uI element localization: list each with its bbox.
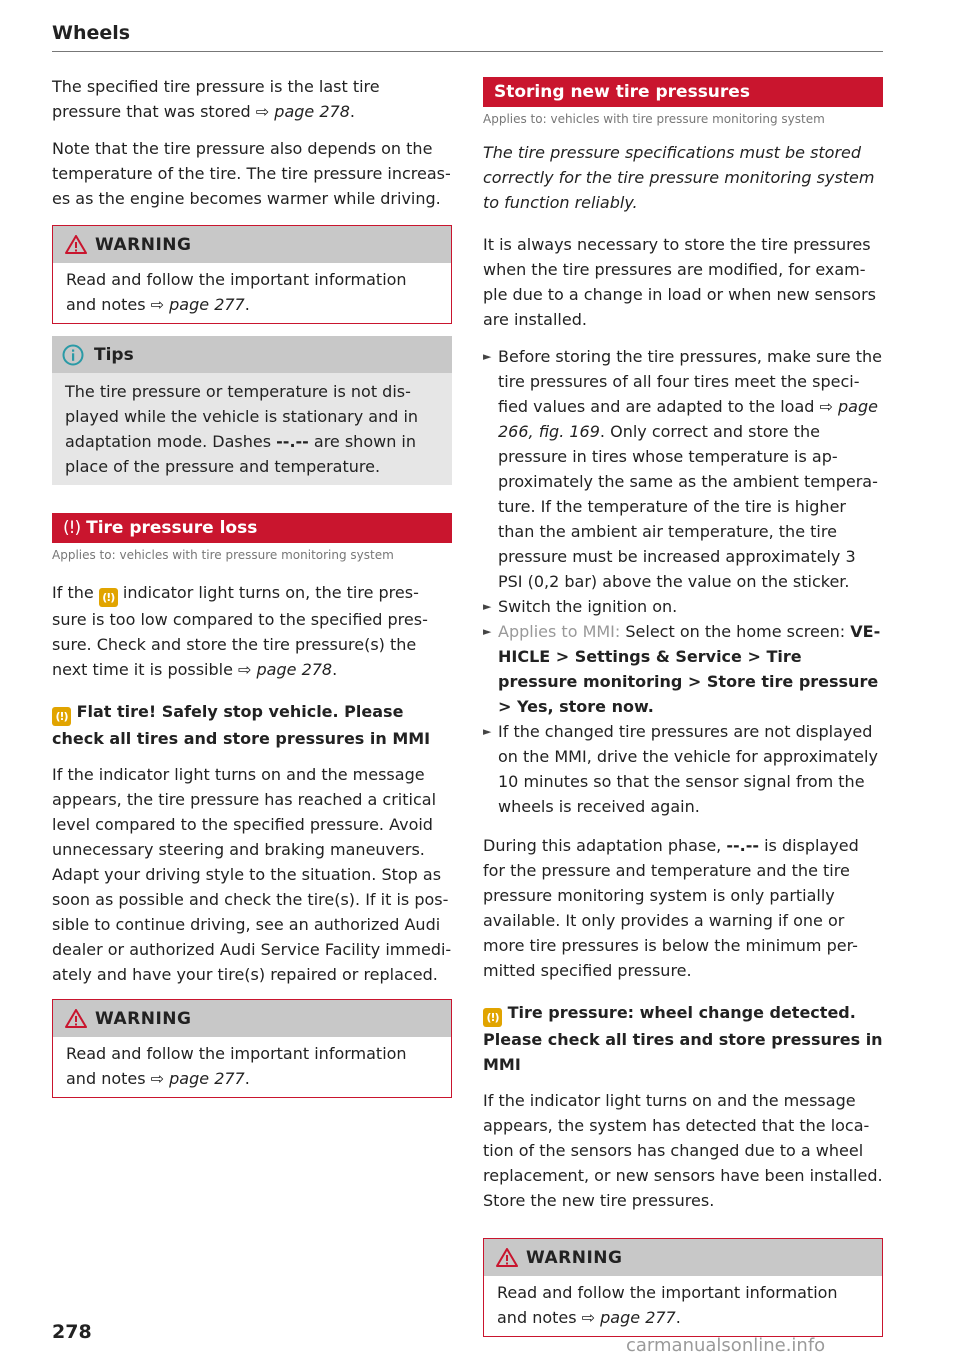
bullet-icon: ► bbox=[483, 725, 492, 738]
paragraph-critical-level: If the indicator light turns on and the message appears, the tire pressure has reached a critical level compared to the specified pressure. Avoid unnecessary steering and braking maneuvers. Adapt your driving style to the situation. Stop as soon as possible and check the tire(s). If it is pos-sible to continue driving, see an authorized Audi dealer or authorized Audi Service Facility immedi-ately and have your tire(s) repaired or replaced. bbox=[52, 765, 452, 984]
text: . bbox=[244, 295, 250, 314]
instruction-steps bbox=[483, 344, 883, 819]
text: Read and follow the important information and notes bbox=[497, 1283, 838, 1327]
text: The specified tire pressure is the last tire pressure that was stored bbox=[52, 77, 380, 121]
section-heading-tire-pressure-loss bbox=[52, 513, 452, 543]
tips-body bbox=[52, 373, 452, 485]
section-title: Tire pressure loss bbox=[86, 518, 258, 538]
chapter-title: Wheels bbox=[52, 22, 131, 44]
paragraph-adaptation-phase bbox=[483, 833, 883, 983]
page-link[interactable]: ⇨ page 278 bbox=[255, 102, 350, 121]
text: . bbox=[647, 697, 654, 716]
tire-pressure-warning-icon: (!) bbox=[483, 1008, 502, 1027]
paragraph-indicator bbox=[52, 580, 452, 682]
dashes: --.-- bbox=[726, 836, 759, 855]
bullet-icon: ► bbox=[483, 350, 492, 363]
right-column bbox=[483, 77, 883, 1347]
warning-body bbox=[53, 1037, 451, 1097]
text: If the bbox=[52, 583, 99, 602]
step-item bbox=[483, 594, 883, 619]
text: . bbox=[332, 660, 338, 679]
applies-to-note: Applies to: vehicles with tire pressure monitoring system bbox=[52, 548, 394, 562]
step-item bbox=[483, 344, 883, 594]
warning-box bbox=[483, 1238, 883, 1337]
text: If the changed tire pressures are not displayed on the MMI, drive the vehicle for approximately 10 minutes so that the sensor signal from the wheels is received again. bbox=[498, 722, 878, 816]
paragraph-stored-pressure bbox=[52, 74, 452, 124]
header-divider bbox=[52, 51, 883, 52]
text: Read and follow the important information and notes bbox=[66, 270, 407, 314]
tips-text bbox=[65, 379, 439, 479]
applies-to-mmi: Applies to MMI: bbox=[498, 622, 621, 641]
left-column bbox=[52, 74, 452, 1108]
message-text: Flat tire! Safely stop vehicle. Please check all tires and store pressures in MMI bbox=[52, 702, 431, 748]
warning-header bbox=[53, 226, 451, 263]
warning-box bbox=[52, 999, 452, 1098]
warning-box bbox=[52, 225, 452, 324]
bullet-icon: ► bbox=[483, 600, 492, 613]
text: Read and follow the important information and notes bbox=[66, 1044, 407, 1088]
warning-text bbox=[66, 267, 439, 317]
text: The tire pressure or temperature is not dis-played while the vehicle is stationary and in adaptation mode. Dashes bbox=[65, 382, 419, 451]
text: During this adaptation phase, bbox=[483, 836, 727, 855]
applies-to-note: Applies to: vehicles with tire pressure monitoring system bbox=[483, 112, 825, 126]
page-link[interactable]: ⇨ page 277 bbox=[150, 295, 245, 314]
watermark: carmanualsonline.info bbox=[626, 1335, 826, 1356]
step-item bbox=[483, 719, 883, 819]
message-text: Tire pressure: wheel change detected. Please check all tires and store pressures in MMI bbox=[483, 1003, 883, 1074]
warning-header bbox=[484, 1239, 882, 1276]
page-link[interactable]: ⇨ page 266, fig. 169 bbox=[498, 397, 878, 441]
warning-triangle-icon bbox=[496, 1248, 518, 1267]
page-link[interactable]: ⇨ page 277 bbox=[150, 1069, 245, 1088]
page-number: 278 bbox=[52, 1321, 92, 1343]
warning-title: WARNING bbox=[95, 234, 192, 255]
tips-title: Tips bbox=[94, 344, 134, 365]
text: is displayed for the pressure and temperature and the tire pressure monitoring system is only partially available. It only provides a warning if one or more tire pressures is below the minimum per-mitted specified pressure. bbox=[483, 836, 859, 980]
dashes: --.-- bbox=[276, 432, 309, 451]
menu-path: VE-HICLE > Settings & Service > Tire pressure monitoring > Store tire pressure > Yes, store now bbox=[498, 622, 881, 716]
warning-title: WARNING bbox=[526, 1247, 623, 1268]
text: Switch the ignition on. bbox=[498, 597, 678, 616]
intro-paragraph: The tire pressure specifications must be stored correctly for the tire pressure monitoring system to function reliably. bbox=[483, 143, 875, 212]
text: . bbox=[349, 102, 355, 121]
text: indicator light turns on, the tire pres-sure is too low compared to the specified pres-sure. Check and store the tire pressure(s) the next time it is possible bbox=[52, 583, 428, 679]
bullet-icon: ► bbox=[483, 625, 492, 638]
text: are shown in place of the pressure and temperature. bbox=[65, 432, 417, 476]
warning-text bbox=[497, 1280, 870, 1330]
text: Select on the home screen: bbox=[620, 622, 851, 641]
warning-body bbox=[484, 1276, 882, 1336]
warning-header bbox=[53, 1000, 451, 1037]
tips-header bbox=[52, 336, 452, 373]
text: Before storing the tire pressures, make sure the tire pressures of all four tires meet the speci-fied values and are adapted to the load bbox=[498, 347, 882, 416]
tips-box bbox=[52, 336, 452, 485]
warning-text bbox=[66, 1041, 439, 1091]
paragraph-temperature: Note that the tire pressure also depends on the temperature of the tire. The tire pressure increas-es as the engine becomes warmer while driving. bbox=[52, 139, 451, 208]
tire-pressure-icon: (!) bbox=[63, 518, 81, 538]
warning-triangle-icon bbox=[65, 235, 87, 254]
step-item bbox=[483, 619, 883, 719]
message-wheel-change bbox=[483, 1000, 883, 1077]
paragraph-sensor-location: If the indicator light turns on and the message appears, the system has detected that the loca-tion of the sensors has changed due to a wheel replacement, or new sensors have been installed. Store the new tire pressures. bbox=[483, 1091, 883, 1210]
text: . Only correct and store the pressure in tires whose temperature is ap-proximately the same as the ambient tempera-ture. If the temperature of the tire is higher than the ambient air temperature, the tire pressure must be increased approximately 3 PSI (0,2 bar) above the value on the sticker. bbox=[498, 422, 878, 591]
page-link[interactable]: ⇨ page 277 bbox=[581, 1308, 676, 1327]
paragraph-always-store: It is always necessary to store the tire pressures when the tire pressures are modified, for exam-ple due to a change in load or when new sensors are installed. bbox=[483, 235, 876, 329]
section-title: Storing new tire pressures bbox=[494, 82, 750, 102]
warning-triangle-icon bbox=[65, 1009, 87, 1028]
warning-body bbox=[53, 263, 451, 323]
text: . bbox=[244, 1069, 250, 1088]
text: . bbox=[675, 1308, 681, 1327]
section-heading-storing-pressures bbox=[483, 77, 883, 107]
page-link[interactable]: ⇨ page 278 bbox=[238, 660, 333, 679]
tire-pressure-warning-icon: (!) bbox=[99, 588, 118, 607]
info-icon bbox=[62, 344, 84, 366]
tire-pressure-warning-icon: (!) bbox=[52, 707, 71, 726]
message-flat-tire bbox=[52, 699, 452, 751]
warning-title: WARNING bbox=[95, 1008, 192, 1029]
